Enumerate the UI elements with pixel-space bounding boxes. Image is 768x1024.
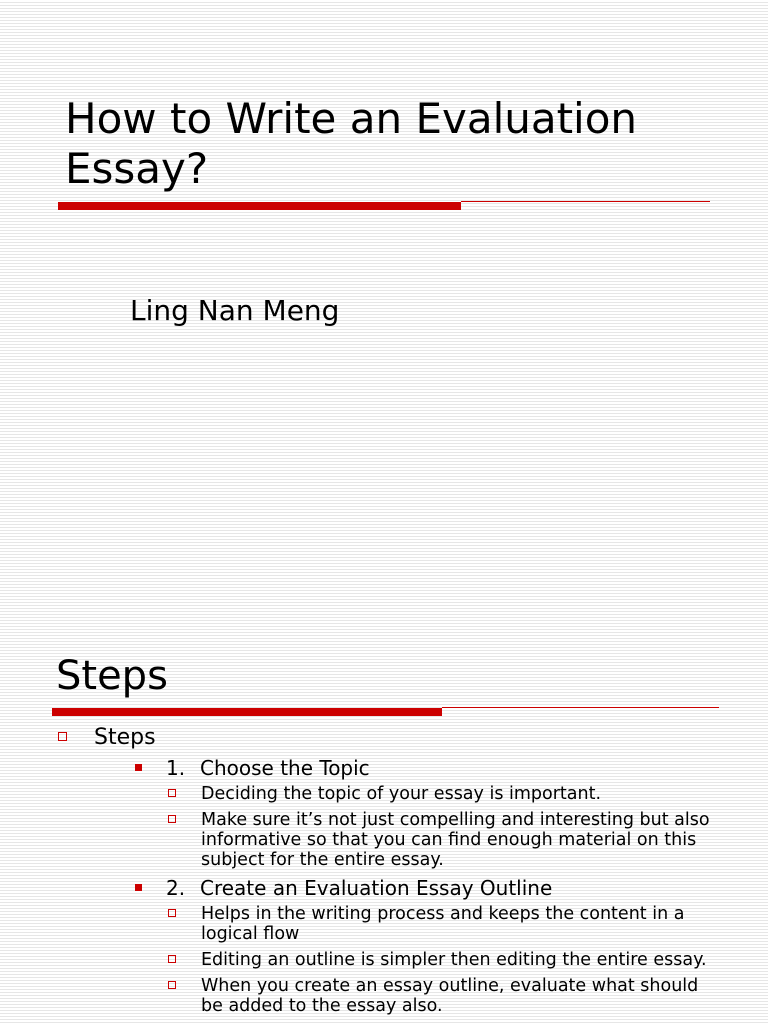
list-item — [56, 724, 716, 1016]
list-item-text: When you create an essay outline, evaluate what should be added to the essay also. — [201, 976, 699, 1016]
steps-slide — [0, 640, 768, 1024]
title-underline-thick — [58, 202, 461, 210]
title-underline-thick — [52, 708, 442, 716]
step-title: Create an Evaluation Essay Outline — [200, 876, 553, 900]
slide-title: Steps — [56, 653, 168, 699]
steps-sublist — [94, 756, 716, 1016]
list-item-text: Helps in the writing process and keeps the content in a logical flow — [201, 904, 685, 944]
list-item — [131, 756, 716, 870]
list-item — [131, 876, 716, 1016]
list-item-text: Editing an outline is simpler then editing the entire essay. — [201, 950, 707, 970]
hollow-square-icon — [168, 981, 176, 989]
title-underline-thin — [461, 201, 710, 202]
slide-title: How to Write an Evaluation Essay? — [65, 94, 638, 193]
hollow-square-icon — [58, 732, 67, 741]
slide-subtitle-author: Ling Nan Meng — [130, 294, 340, 327]
step-details — [166, 904, 716, 1016]
step-title: Choose the Topic — [200, 756, 370, 780]
list-item — [166, 976, 716, 1016]
steps-list — [56, 724, 716, 1022]
hollow-square-icon — [168, 815, 176, 823]
step-number: 2. — [166, 876, 186, 900]
filled-square-icon — [135, 764, 142, 771]
step-details — [166, 784, 716, 870]
filled-square-icon — [135, 884, 142, 891]
hollow-square-icon — [168, 955, 176, 963]
hollow-square-icon — [168, 909, 176, 917]
title-underline-thin — [442, 707, 719, 708]
step-number: 1. — [166, 756, 186, 780]
hollow-square-icon — [168, 789, 176, 797]
list-item-text: Steps — [94, 725, 156, 750]
list-item — [166, 810, 716, 870]
list-item-text: Deciding the topic of your essay is important. — [201, 784, 602, 804]
list-item — [166, 904, 716, 944]
list-item — [166, 950, 716, 970]
list-item — [166, 784, 716, 804]
list-item-text: Make sure it’s not just compelling and interesting but also informative so that you can find enough material on this subject for the entire essay. — [201, 810, 710, 870]
